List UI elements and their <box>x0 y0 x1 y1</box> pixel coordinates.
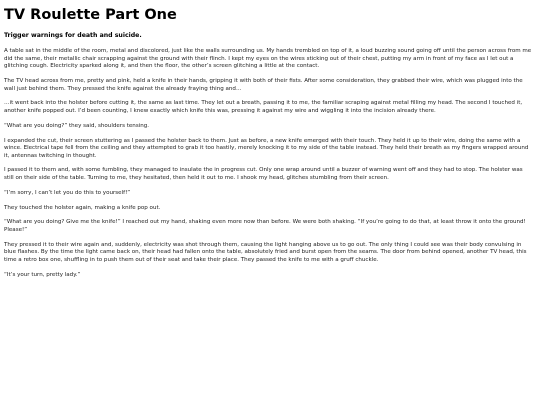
story-paragraph: I passed it to them and, with some fumbling, they managed to insulate the in progress cut. Only one wrap around until a buzzer of warning went off and they had to stop. The holster was still on their side of the table. Turning to me, they hesitated, then held it out to me. I shook my head, glitches stumbling from their screen. <box>4 167 523 182</box>
page-title: TV Roulette Part One <box>4 7 177 23</box>
story-paragraph: “What are you doing? Give me the knife!” I reached out my hand, shaking even more now than before. We were both shaking. “If you’re going to do that, at least throw it onto the ground! Please!” <box>4 219 526 233</box>
story-paragraph: The TV head across from me, pretty and pink, held a knife in their hands, gripping it with both of their fists. After some consideration, they grabbed their wire, which was plugged into the wall just behind them. They pressed the knife against the already fraying thing and… <box>4 77 523 92</box>
trigger-warning: Trigger warnings for death and suicide. <box>4 32 142 39</box>
story-paragraph: “I’m sorry, I can’t let you do this to yourself!” <box>4 189 131 196</box>
story-paragraph: They pressed it to their wire again and, suddenly, electricity was shot through them, causing the light hanging above us to go out. The only thing I could see was their body convulsing in blue flashes. By the time the light came back on, their head had fallen onto the table, absolutely fried and burst open from the seams. The door from behind opened, another TV head, this time a retro box one, shuffling in to push them out of their seat and take their place. They passed the knife to me with a gruff chuckle. <box>4 241 527 263</box>
story-paragraph: “What are you doing?” they said, shoulders tensing. <box>4 122 150 129</box>
story-page <box>4 6 534 287</box>
story-paragraph: I expanded the cut, their screen stuttering as I passed the holster back to them. Just as before, a new knife emerged with their touch. They held it up to their wire, doing the same with a wince. Electrical tape fell from the ceiling and they attempted to grab it too hastily, merely knocking it to my side of the table instead. They held their breath as my fingers wrapped around it, antennas twitching in thought. <box>4 137 529 159</box>
story-paragraph: They touched the holster again, making a knife pop out. <box>4 204 161 211</box>
story-paragraph: A table sat in the middle of the room, metal and discolored, just like the walls surrounding us. My hands trembled on top of it, a loud buzzing sound going off until the person across from me did the same, their metallic chair scrapping against the ground with their flinch. I kept my eyes on the wires sticking out of their chest, putting my arm in front of my face as I let out a glitching cough. Electricity sparked along it, and then the floor, the other’s screen glitching a little at the contact. <box>4 48 532 70</box>
story-paragraph: …it went back into the holster before cutting it, the same as last time. They let out a breath, passing it to me, the familiar scraping against metal filling my head. The second I touched it, another knife popped out. I’d been counting, I knew exactly which knife this was, pressing it against my wire and wiggling it into the incision already there. <box>4 100 523 114</box>
story-paragraph: “It’s your turn, pretty lady.” <box>4 271 81 278</box>
